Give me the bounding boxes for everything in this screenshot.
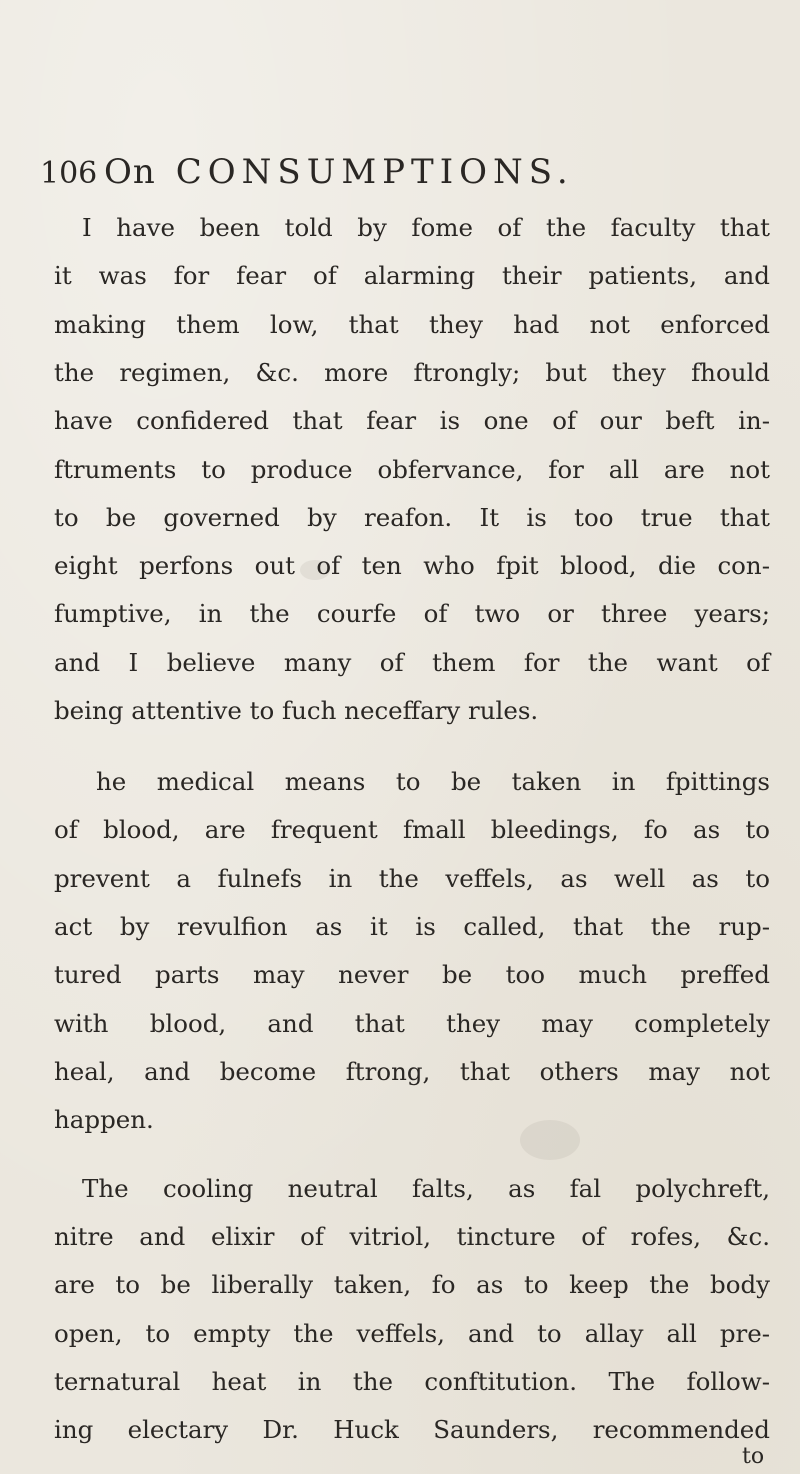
text-line: heal, and become ftrong, that others may not [54, 1057, 770, 1086]
running-head [104, 152, 574, 192]
text-line: the regimen, &c. more ftrongly; but they fhould [54, 358, 770, 387]
page-number: 106 [40, 156, 98, 191]
text-line: with blood, and that they may completely [54, 1009, 770, 1038]
running-head-prefix: On [104, 152, 156, 192]
text-line: happen. [54, 1105, 154, 1134]
text-line: are to be liberally taken, fo as to keep the body [54, 1270, 770, 1299]
text-line: tured parts may never be too much preffed [54, 960, 770, 989]
text-line: eight perfons out of ten who fpit blood, die con- [54, 551, 770, 580]
text-line: he medical means to be taken in fpittings [96, 767, 770, 796]
text-line: and I believe many of them for the want of [54, 648, 770, 677]
catchword: to [742, 1444, 765, 1469]
text-line: making them low, that they had not enforced [54, 310, 770, 339]
page-header [40, 152, 770, 196]
text-line: act by revulfion as it is called, that the rup- [54, 912, 770, 941]
text-line: of blood, are frequent fmall bleedings, fo as to [54, 815, 770, 844]
text-line: ing electary Dr. Huck Saunders, recommended [54, 1415, 770, 1444]
text-line: ternatural heat in the conftitution. The follow- [54, 1367, 770, 1396]
text-line: I have been told by fome of the faculty that [82, 213, 770, 242]
text-line: prevent a fulnefs in the veffels, as well as to [54, 864, 770, 893]
text-line: to be governed by reafon. It is too true that [54, 503, 770, 532]
text-line: have confidered that fear is one of our beft in- [54, 406, 770, 435]
paper-stain [520, 1120, 580, 1160]
text-line: fumptive, in the courfe of two or three years; [54, 599, 770, 628]
text-line: it was for fear of alarming their patients, and [54, 261, 770, 290]
text-line: The cooling neutral falts, as fal polychreft, [82, 1174, 770, 1203]
text-line: open, to empty the veffels, and to allay all pre- [54, 1319, 770, 1348]
text-line: being attentive to fuch neceffary rules. [54, 696, 539, 725]
running-head-title: CONSUMPTIONS. [175, 152, 574, 192]
text-line: nitre and elixir of vitriol, tincture of rofes, &c. [54, 1222, 770, 1251]
text-line: ftruments to produce obfervance, for all are not [54, 455, 770, 484]
